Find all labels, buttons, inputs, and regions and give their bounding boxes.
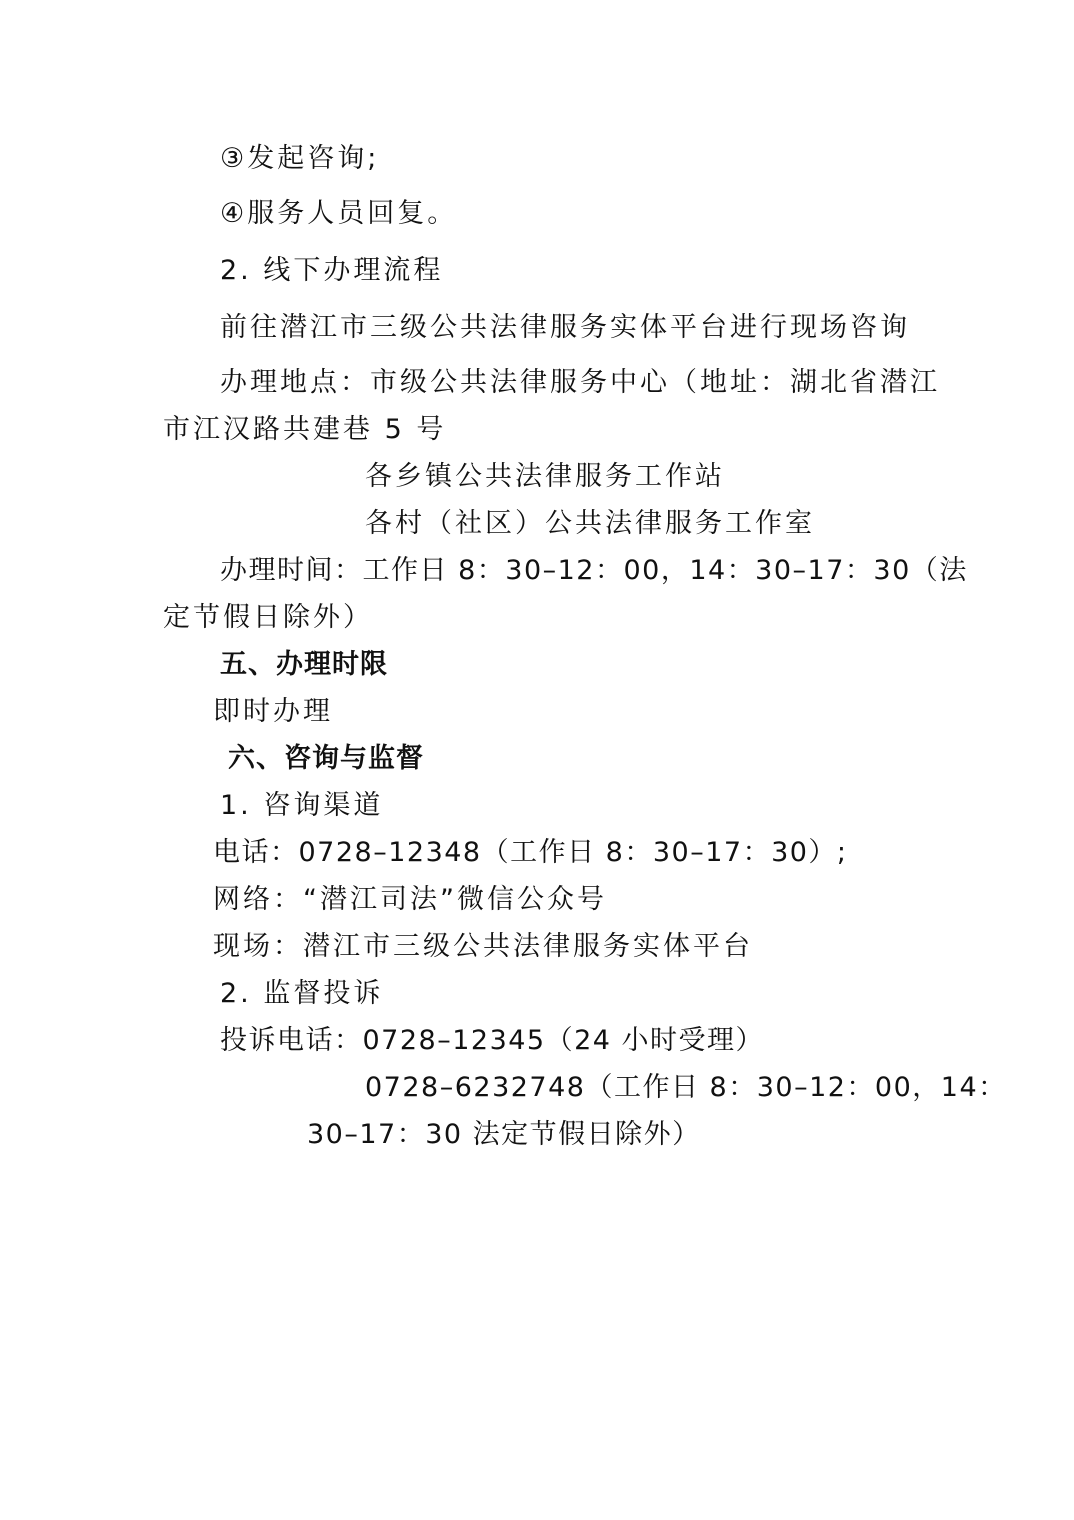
section-5-heading: 五、办理时限 bbox=[220, 649, 388, 680]
section-6-heading: 六、咨询与监督 bbox=[228, 743, 424, 774]
location-line-1: 办理地点：市级公共法律服务中心（地址：湖北省潜江 bbox=[220, 367, 940, 398]
complaint-line-3: 30–17：30 法定节假日除外） bbox=[307, 1119, 701, 1150]
offline-process-title: 2. 线下办理流程 bbox=[220, 255, 444, 286]
time-line-1: 办理时间：工作日 8：30–12：00，14：30–17：30（法 bbox=[220, 555, 968, 586]
consult-phone: 电话：0728–12348（工作日 8：30–17：30）; bbox=[213, 837, 848, 868]
consult-onsite: 现场：潜江市三级公共法律服务实体平台 bbox=[213, 931, 753, 962]
time-line-2: 定节假日除外） bbox=[163, 602, 373, 633]
location-line-4: 各村（社区）公共法律服务工作室 bbox=[365, 508, 815, 539]
step-4: ④服务人员回复。 bbox=[220, 198, 458, 229]
consult-channel-title: 1. 咨询渠道 bbox=[220, 790, 384, 821]
step-3: ③发起咨询; bbox=[220, 143, 380, 174]
supervise-title: 2. 监督投诉 bbox=[220, 978, 384, 1009]
complaint-line-1: 投诉电话：0728–12345（24 小时受理） bbox=[220, 1025, 765, 1056]
section-5-content: 即时办理 bbox=[213, 696, 333, 727]
location-line-3: 各乡镇公共法律服务工作站 bbox=[365, 461, 725, 492]
location-line-2: 市江汉路共建巷 5 号 bbox=[163, 414, 447, 445]
consult-network: 网络：“潜江司法”微信公众号 bbox=[213, 884, 607, 915]
complaint-line-2: 0728–6232748（工作日 8：30–12：00，14： bbox=[365, 1072, 1007, 1103]
offline-intro: 前往潜江市三级公共法律服务实体平台进行现场咨询 bbox=[220, 312, 910, 343]
